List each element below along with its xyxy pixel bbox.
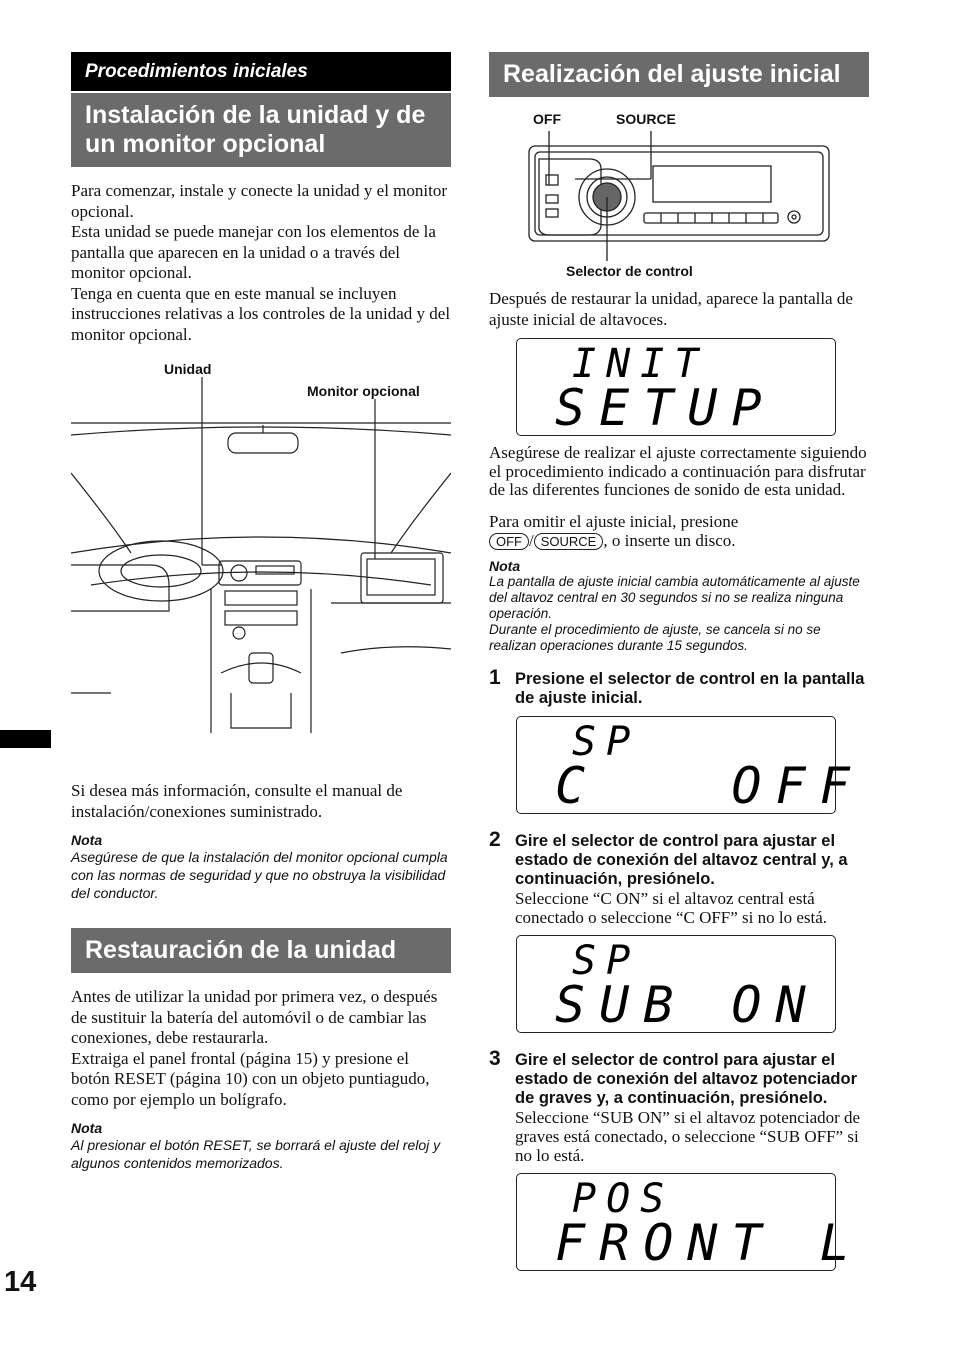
lcd-line-1: POS	[572, 1175, 675, 1222]
reset-heading: Restauración de la unidad	[71, 928, 451, 973]
skip-text-after: , o inserte un disco.	[603, 530, 736, 550]
figure-label-selector: Selector de control	[566, 263, 693, 279]
source-button-icon: SOURCE	[534, 533, 604, 550]
setup-note-text-1: La pantalla de ajuste inicial cambia automáticamente al ajuste del altavoz central en 30 segundos si no se realiza ninguna operación.	[489, 573, 860, 621]
lcd-display-sp-c-off	[516, 716, 864, 815]
skip-text-before: Para omitir el ajuste inicial, presione	[489, 511, 739, 531]
setup-note-title: Nota	[489, 557, 521, 574]
lcd-line-2: C OFF	[555, 756, 864, 815]
reset-paragraph-1: Antes de utilizar la unidad por primera vez, o después de sustituir la batería del automóvil o de cambiar las conexiones, debe restaurarla.	[71, 987, 438, 1047]
step-1	[489, 665, 869, 708]
step-3	[489, 1046, 869, 1165]
section-tab-marker	[0, 730, 51, 748]
install-paragraph-2: Esta unidad se puede manejar con los elementos de la pantalla que aparecen en la unidad o a través del monitor opcional.	[71, 222, 436, 282]
slash-text: /	[529, 530, 534, 550]
reset-note-text: Al presionar el botón RESET, se borrará el ajuste del reloj y algunos contenidos memorizados.	[71, 1137, 441, 1171]
reset-text	[71, 987, 451, 1110]
off-button-icon: OFF	[489, 533, 529, 550]
right-column	[489, 52, 869, 1271]
lcd-display-init-setup	[516, 338, 836, 436]
install-heading: Instalación de la unidad y de un monitor opcional	[71, 93, 451, 167]
left-column	[71, 52, 451, 1172]
head-unit-figure	[489, 109, 869, 289]
setup-paragraph-3	[489, 512, 869, 550]
step-number: 1	[489, 665, 501, 689]
initial-setup-heading: Realización del ajuste inicial	[489, 52, 869, 97]
lcd-line-1: SP	[572, 718, 641, 765]
step-text: Seleccione “SUB ON” si el altavoz potenciador de graves está conectado, o seleccione “SUB OFF” si no lo está.	[515, 1107, 861, 1165]
install-paragraph-3: Tenga en cuenta que en este manual se incluyen instrucciones relativas a los controles de la unidad y del monitor opcional.	[71, 283, 451, 344]
section-tag: Procedimientos iniciales	[71, 52, 451, 91]
step-2	[489, 827, 869, 927]
step-number: 2	[489, 827, 501, 851]
install-text	[71, 181, 451, 345]
page-number: 14	[4, 1266, 37, 1298]
step-title: Gire el selector de control para ajustar el estado de conexión del altavoz central y, a continuación, presiónelo.	[515, 831, 848, 888]
install-paragraph-1: Para comenzar, instale y conecte la unidad y el monitor opcional.	[71, 181, 448, 221]
figure-label-source: SOURCE	[616, 111, 676, 127]
install-paragraph-4: Si desea más información, consulte el manual de instalación/conexiones suministrado.	[71, 781, 403, 821]
step-text: Seleccione “C ON” si el altavoz central está conectado o seleccione “C OFF” si no lo está.	[515, 888, 828, 927]
figure-label-unit: Unidad	[164, 361, 212, 377]
lcd-display-sp-sub-on	[516, 935, 836, 1033]
figure-label-off: OFF	[533, 111, 561, 127]
setup-paragraph-1: Después de restaurar la unidad, aparece la pantalla de ajuste inicial de altavoces.	[489, 289, 853, 329]
figure-label-monitor: Monitor opcional	[307, 383, 420, 399]
install-note-title: Nota	[71, 832, 103, 848]
car-interior-figure	[71, 353, 451, 773]
lcd-line-1: INIT	[572, 341, 709, 387]
lcd-line-2: SUB ON	[555, 975, 820, 1034]
step-number: 3	[489, 1046, 501, 1070]
step-title: Presione el selector de control en la pantalla de ajuste inicial.	[515, 669, 865, 707]
lcd-line-2: FRONT L	[555, 1213, 864, 1272]
reset-paragraph-2: Extraiga el panel frontal (página 15) y presione el botón RESET (página 10) con un objeto puntiagudo, como por ejemplo un bolígrafo.	[71, 1048, 430, 1109]
lcd-line-1: SP	[572, 937, 641, 984]
reset-note-title: Nota	[71, 1120, 103, 1136]
head-unit-drawing	[489, 109, 869, 289]
lcd-display-pos-front-l	[516, 1173, 864, 1272]
install-note-text: Asegúrese de que la instalación del monitor opcional cumpla con las normas de seguridad y que no obstruya la visibilidad del conductor.	[71, 849, 448, 901]
car-interior-drawing	[71, 353, 451, 773]
lcd-line-2: SETUP	[555, 379, 776, 437]
setup-note-text-2: Durante el procedimiento de ajuste, se cancela si no se realizan operaciones durante 15 segundos.	[489, 621, 821, 653]
setup-paragraph-2: Asegúrese de realizar el ajuste correctamente siguiendo el procedimiento indicado a continuación para disfrutar de las diferentes funciones de sonido de esta unidad.	[489, 443, 867, 499]
step-title: Gire el selector de control para ajustar el estado de conexión del altavoz potenciador de graves y, a continuación, presiónelo.	[515, 1050, 857, 1107]
